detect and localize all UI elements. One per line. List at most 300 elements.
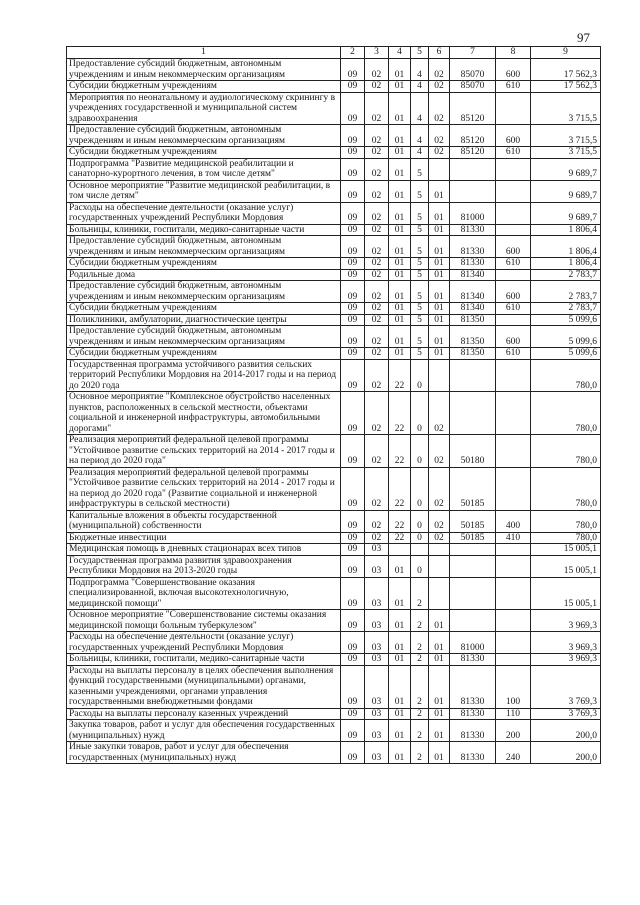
row-code-3: 02 [365,348,389,360]
row-code-3: 02 [365,224,389,236]
row-code-5: 2 [411,742,429,764]
row-code-7 [450,180,496,202]
row-code-6: 02 [429,435,450,468]
row-code-4: 01 [389,555,411,577]
row-code-7: 85120 [450,147,496,159]
row-amount: 3 969,3 [531,654,601,666]
row-code-7 [450,544,496,556]
row-code-2: 09 [341,125,365,147]
table-row [67,654,601,666]
row-code-2: 09 [341,532,365,544]
row-code-3: 02 [365,326,389,348]
row-amount: 2 783,7 [531,303,601,315]
row-code-5: 2 [411,610,429,632]
row-code-5: 0 [411,392,429,435]
row-name: Реализация мероприятий федеральной целевой программы "Устойчивое развитие сельских территорий на 2014 - 2017 годы и на период до 2020 года" [67,435,341,468]
table-row [67,92,601,125]
row-amount: 780,0 [531,510,601,532]
row-code-4: 01 [389,326,411,348]
row-amount: 5 099,6 [531,348,601,360]
row-code-2: 09 [341,202,365,224]
row-code-3: 02 [365,510,389,532]
row-name: Государственная программа устойчивого развития сельских территорий Республики Мордовия на 2014-2017 годы и на период до 2020 года [67,359,341,392]
header-cell: 3 [365,47,389,59]
table-row [67,147,601,159]
row-code-8 [496,269,531,281]
row-code-6 [429,577,450,610]
row-code-3: 03 [365,708,389,720]
row-code-7: 81340 [450,303,496,315]
row-code-2: 09 [341,654,365,666]
row-code-2: 09 [341,314,365,326]
row-code-3: 02 [365,281,389,303]
row-name: Больницы, клиники, госпитали, медико-санитарные части [67,654,341,666]
row-code-4: 01 [389,236,411,258]
row-code-8 [496,632,531,654]
row-code-2: 09 [341,147,365,159]
row-name: Предоставление субсидий бюджетным, автономным учреждениям и иным некоммерческим организациям [67,125,341,147]
row-name: Капитальные вложения в объекты государственной (муниципальной) собственности [67,510,341,532]
table-row [67,610,601,632]
row-amount: 3 769,3 [531,708,601,720]
table-row [67,359,601,392]
row-code-5: 2 [411,665,429,708]
row-amount: 15 005,1 [531,544,601,556]
table-row [67,510,601,532]
row-code-5: 4 [411,147,429,159]
row-code-2: 09 [341,435,365,468]
row-code-4: 01 [389,158,411,180]
row-code-7: 85120 [450,125,496,147]
row-code-5: 0 [411,555,429,577]
row-code-7 [450,610,496,632]
row-code-4: 22 [389,359,411,392]
row-name: Расходы на выплаты персоналу в целях обеспечения выполнения функций государственными (муниципальными) органами, казенными учреждениями, органами управления государственными внебюджетными фондами [67,665,341,708]
row-code-2: 09 [341,392,365,435]
row-name: Субсидии бюджетным учреждениям [67,303,341,315]
table-row [67,202,601,224]
table-row [67,435,601,468]
row-code-3: 02 [365,92,389,125]
row-code-7: 81000 [450,632,496,654]
row-code-3: 02 [365,392,389,435]
table-row [67,392,601,435]
row-code-5: 0 [411,435,429,468]
row-code-3: 02 [365,158,389,180]
row-code-2: 09 [341,467,365,510]
row-code-8 [496,158,531,180]
row-code-8: 610 [496,147,531,159]
row-code-3: 03 [365,654,389,666]
row-amount: 5 099,6 [531,326,601,348]
row-code-4: 01 [389,654,411,666]
row-code-5: 5 [411,202,429,224]
row-code-8 [496,555,531,577]
row-code-7: 81000 [450,202,496,224]
row-code-8: 600 [496,125,531,147]
row-amount: 780,0 [531,435,601,468]
row-code-2: 09 [341,158,365,180]
row-code-5: 4 [411,81,429,93]
row-name: Подпрограмма "Развитие медицинской реабилитации и санаторно-курортного лечения, в том числе детям" [67,158,341,180]
row-code-3: 03 [365,632,389,654]
row-code-7: 85070 [450,59,496,81]
row-code-2: 09 [341,632,365,654]
row-code-4: 01 [389,303,411,315]
row-code-6: 01 [429,326,450,348]
row-code-4: 01 [389,92,411,125]
row-code-8 [496,314,531,326]
header-cell: 9 [531,47,601,59]
row-code-6 [429,555,450,577]
row-code-6: 02 [429,59,450,81]
row-amount: 780,0 [531,467,601,510]
row-code-7: 81330 [450,665,496,708]
row-code-6: 01 [429,202,450,224]
row-code-2: 09 [341,269,365,281]
table-row [67,665,601,708]
header-cell: 6 [429,47,450,59]
row-code-7: 81330 [450,224,496,236]
row-code-7: 81340 [450,269,496,281]
row-amount: 1 806,4 [531,236,601,258]
row-code-3: 02 [365,303,389,315]
header-cell: 4 [389,47,411,59]
row-name: Субсидии бюджетным учреждениям [67,258,341,270]
row-code-6: 02 [429,147,450,159]
row-amount: 9 689,7 [531,202,601,224]
row-code-3: 02 [365,258,389,270]
row-code-8 [496,610,531,632]
row-code-3: 02 [365,81,389,93]
row-name: Основное мероприятие "Совершенствование системы оказания медицинской помощи больным туберкулезом" [67,610,341,632]
row-code-2: 09 [341,92,365,125]
row-code-4: 01 [389,81,411,93]
table-row [67,236,601,258]
row-code-8: 610 [496,303,531,315]
row-code-5: 5 [411,326,429,348]
row-code-5: 4 [411,59,429,81]
row-code-2: 09 [341,224,365,236]
row-name: Бюджетные инвестиции [67,532,341,544]
budget-table [66,46,601,764]
row-code-6: 01 [429,258,450,270]
table-body [67,59,601,764]
row-code-4: 01 [389,665,411,708]
row-name: Субсидии бюджетным учреждениям [67,147,341,159]
row-amount: 17 562,3 [531,59,601,81]
row-amount: 3 715,5 [531,92,601,125]
row-code-4: 01 [389,180,411,202]
row-name: Расходы на выплаты персоналу казенных учреждений [67,708,341,720]
row-code-8: 610 [496,81,531,93]
row-code-4: 22 [389,532,411,544]
row-code-5: 0 [411,510,429,532]
row-amount: 3 715,5 [531,125,601,147]
row-code-6: 01 [429,665,450,708]
row-amount: 3 969,3 [531,610,601,632]
row-code-3: 03 [365,544,389,556]
row-amount: 1 806,4 [531,224,601,236]
row-code-8 [496,202,531,224]
row-code-2: 09 [341,665,365,708]
table-row [67,555,601,577]
table-row [67,532,601,544]
row-code-2: 09 [341,610,365,632]
row-code-6: 01 [429,269,450,281]
row-code-5: 0 [411,467,429,510]
table-row [67,180,601,202]
header-cell: 1 [67,47,341,59]
page-number: 97 [577,30,590,45]
row-code-3: 02 [365,236,389,258]
row-code-8 [496,577,531,610]
row-amount: 1 806,4 [531,258,601,270]
row-code-7: 81330 [450,236,496,258]
row-code-5: 5 [411,314,429,326]
row-code-5: 5 [411,180,429,202]
row-code-6: 01 [429,720,450,742]
row-amount: 3 969,3 [531,632,601,654]
row-amount: 200,0 [531,742,601,764]
row-code-4: 01 [389,742,411,764]
row-code-6: 02 [429,92,450,125]
row-code-7 [450,392,496,435]
row-code-6: 01 [429,708,450,720]
row-code-5: 5 [411,269,429,281]
row-code-3: 02 [365,202,389,224]
table-row [67,258,601,270]
row-code-6: 01 [429,348,450,360]
row-code-5: 4 [411,125,429,147]
row-code-7: 81330 [450,720,496,742]
row-code-4: 22 [389,510,411,532]
table-row [67,224,601,236]
row-code-8 [496,224,531,236]
row-code-8: 610 [496,258,531,270]
row-code-7: 50185 [450,467,496,510]
table-row [67,314,601,326]
row-code-2: 09 [341,510,365,532]
row-code-8 [496,392,531,435]
row-code-3: 03 [365,610,389,632]
row-amount: 17 562,3 [531,81,601,93]
table-row [67,59,601,81]
row-code-5: 2 [411,632,429,654]
row-amount: 9 689,7 [531,158,601,180]
row-code-8 [496,467,531,510]
table-row [67,303,601,315]
header-cell: 8 [496,47,531,59]
row-code-8: 410 [496,532,531,544]
row-name: Предоставление субсидий бюджетным, автономным учреждениям и иным некоммерческим организациям [67,236,341,258]
row-code-8 [496,435,531,468]
row-amount: 2 783,7 [531,281,601,303]
row-code-7 [450,555,496,577]
table-header-row [67,47,601,59]
row-code-4: 01 [389,281,411,303]
table-row [67,158,601,180]
row-code-4: 22 [389,392,411,435]
row-name: Больницы, клиники, госпитали, медико-санитарные части [67,224,341,236]
row-code-2: 09 [341,708,365,720]
row-code-8 [496,359,531,392]
row-code-4: 01 [389,258,411,270]
row-code-3: 02 [365,532,389,544]
row-code-7: 81350 [450,326,496,348]
row-code-8: 240 [496,742,531,764]
table-row [67,632,601,654]
row-code-4: 01 [389,147,411,159]
row-name: Субсидии бюджетным учреждениям [67,81,341,93]
row-code-4: 01 [389,348,411,360]
row-code-8: 600 [496,236,531,258]
row-code-6 [429,544,450,556]
row-code-7: 81330 [450,742,496,764]
row-code-2: 09 [341,577,365,610]
row-amount: 9 689,7 [531,180,601,202]
header-cell: 7 [450,47,496,59]
row-name: Предоставление субсидий бюджетным, автономным учреждениям и иным некоммерческим организациям [67,59,341,81]
row-code-5: 5 [411,158,429,180]
row-code-8: 610 [496,348,531,360]
row-name: Закупка товаров, работ и услуг для обеспечения государственных (муниципальных) нужд [67,720,341,742]
row-code-2: 09 [341,236,365,258]
row-amount: 780,0 [531,392,601,435]
table-row [67,326,601,348]
row-code-7: 81330 [450,708,496,720]
row-code-3: 03 [365,742,389,764]
row-code-2: 09 [341,555,365,577]
row-code-5: 2 [411,577,429,610]
row-code-8 [496,180,531,202]
row-code-4: 01 [389,610,411,632]
row-code-7: 81350 [450,348,496,360]
row-code-6: 01 [429,224,450,236]
row-code-6: 01 [429,314,450,326]
row-name: Предоставление субсидий бюджетным, автономным учреждениям и иным некоммерческим организациям [67,281,341,303]
row-name: Медицинская помощь в дневных стационарах всех типов [67,544,341,556]
row-name: Основное мероприятие "Развитие медицинской реабилитации, в том числе детям" [67,180,341,202]
row-code-4: 22 [389,435,411,468]
row-code-4: 01 [389,224,411,236]
row-code-3: 02 [365,435,389,468]
row-code-4: 01 [389,632,411,654]
row-amount: 15 005,1 [531,577,601,610]
row-code-5: 4 [411,92,429,125]
row-code-7: 85120 [450,92,496,125]
row-code-4: 01 [389,269,411,281]
row-code-8 [496,92,531,125]
row-code-4: 01 [389,314,411,326]
row-code-4: 01 [389,125,411,147]
row-code-4 [389,544,411,556]
row-code-2: 09 [341,742,365,764]
row-code-3: 03 [365,555,389,577]
row-code-5: 0 [411,359,429,392]
table-row [67,577,601,610]
row-code-5: 2 [411,708,429,720]
row-name: Поликлиники, амбулатории, диагностические центры [67,314,341,326]
row-name: Реализация мероприятий федеральной целевой программы "Устойчивое развитие сельских территорий на 2014 - 2017 годы и на период до 2020 года" (Развитие социальной и инженерной инфраструктуры в сельской местности) [67,467,341,510]
table-row [67,708,601,720]
row-code-8: 600 [496,59,531,81]
row-code-4: 22 [389,467,411,510]
row-code-4: 01 [389,708,411,720]
row-code-6: 02 [429,81,450,93]
row-code-7 [450,359,496,392]
row-amount: 780,0 [531,359,601,392]
row-code-3: 02 [365,467,389,510]
row-name: Основное мероприятие "Комплексное обустройство населенных пунктов, расположенных в сельской местности, объектами социальной и инженерной инфраструктуры, автомобильными дорогами" [67,392,341,435]
row-code-6: 02 [429,532,450,544]
row-name: Расходы на обеспечение деятельности (оказание услуг) государственных учреждений Республики Мордовия [67,202,341,224]
table-row [67,125,601,147]
row-code-7 [450,577,496,610]
row-code-8: 600 [496,326,531,348]
row-name: Родильные дома [67,269,341,281]
row-code-5: 5 [411,224,429,236]
row-code-6: 02 [429,467,450,510]
row-code-5: 5 [411,303,429,315]
row-code-3: 02 [365,125,389,147]
row-code-6: 01 [429,632,450,654]
row-amount: 5 099,6 [531,314,601,326]
row-code-2: 09 [341,303,365,315]
row-code-6 [429,158,450,180]
row-name: Иные закупки товаров, работ и услуг для обеспечения государственных (муниципальных) нужд [67,742,341,764]
row-code-6: 01 [429,303,450,315]
row-code-8 [496,654,531,666]
row-code-5: 5 [411,258,429,270]
row-code-3: 02 [365,269,389,281]
header-cell: 2 [341,47,365,59]
row-code-2: 09 [341,59,365,81]
row-code-8: 200 [496,720,531,742]
row-code-2: 09 [341,359,365,392]
row-code-5: 5 [411,348,429,360]
row-code-7 [450,158,496,180]
row-amount: 3 715,5 [531,147,601,159]
row-amount: 3 769,3 [531,665,601,708]
row-name: Расходы на обеспечение деятельности (оказание услуг) государственных учреждений Республики Мордовия [67,632,341,654]
row-code-7: 81340 [450,281,496,303]
table-row [67,269,601,281]
row-code-6: 01 [429,236,450,258]
row-code-3: 03 [365,720,389,742]
row-code-6: 01 [429,180,450,202]
row-name: Подпрограмма "Совершенствование оказания специализированной, включая высокотехнологичную, медицинской помощи" [67,577,341,610]
row-amount: 780,0 [531,532,601,544]
row-amount: 15 005,1 [531,555,601,577]
row-code-2: 09 [341,720,365,742]
row-code-8: 100 [496,665,531,708]
row-code-3: 02 [365,359,389,392]
row-code-6 [429,359,450,392]
row-code-5: 5 [411,281,429,303]
row-code-2: 09 [341,180,365,202]
row-code-6: 01 [429,281,450,303]
row-code-5: 5 [411,236,429,258]
row-amount: 200,0 [531,720,601,742]
row-code-4: 01 [389,202,411,224]
table-row [67,348,601,360]
table-row [67,281,601,303]
row-name: Субсидии бюджетным учреждениям [67,348,341,360]
row-code-8: 400 [496,510,531,532]
table-row [67,742,601,764]
row-name: Государственная программа развития здравоохранения Республики Мордовия на 2013-2020 годы [67,555,341,577]
